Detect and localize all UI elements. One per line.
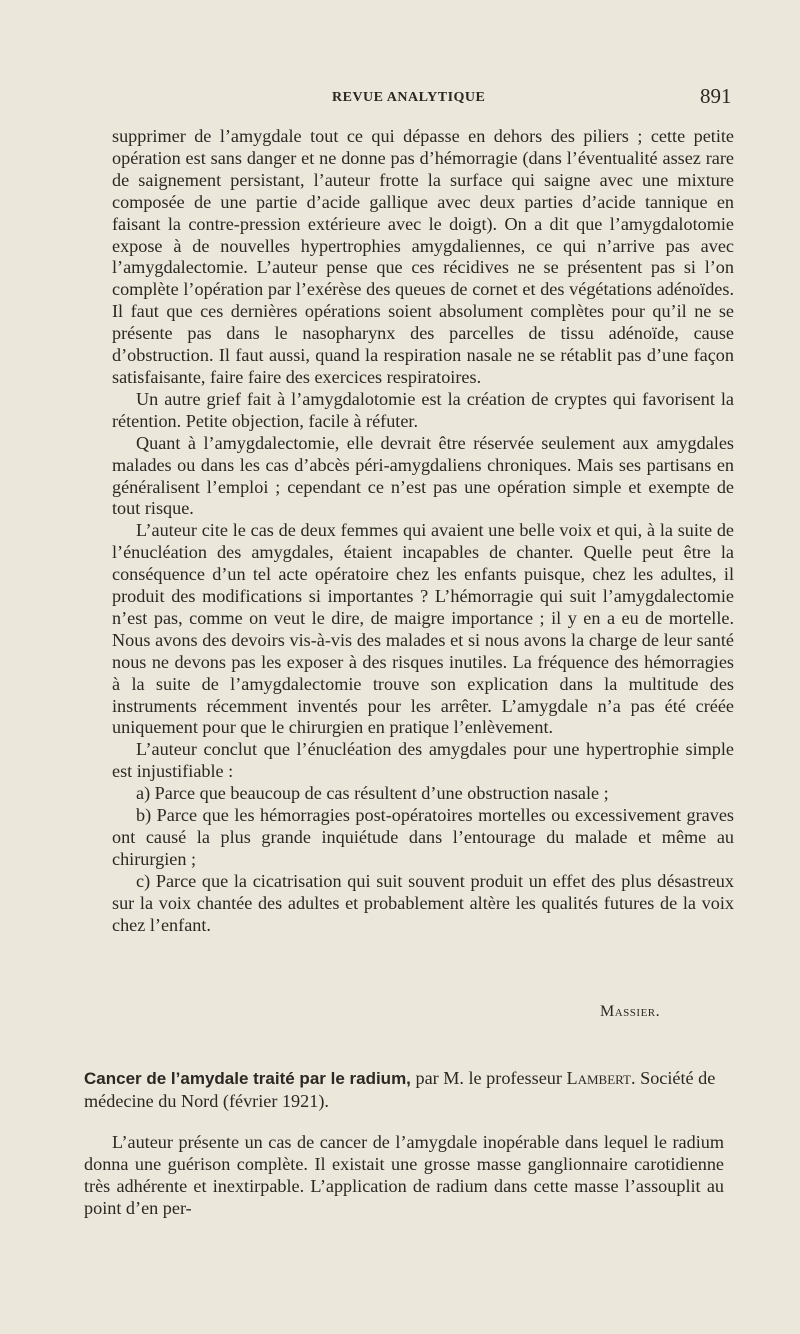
article-title: Cancer de l’amydale traité par le radium, — [84, 1069, 411, 1088]
running-title: REVUE ANALYTIQUE — [332, 90, 486, 105]
article-paragraph: L’auteur présente un cas de cancer de l’amygdale inopérable dans lequel le radium donna une guérison complète. Il existait une grosse masse ganglionnaire carotidienne très adhérente et inextirpable. L’application de radium dans cette masse l’assouplit au point d’en per- — [84, 1132, 724, 1218]
author-signature: Massier. — [600, 1003, 661, 1020]
article-source: . Société de médecine du Nord (février 1921). — [84, 1068, 716, 1111]
review-paragraph: L’auteur cite le cas de deux femmes qui avaient une belle voix et qui, à la suite de l’énucléation des amygdales, étaient incapables de chanter. Quelle peut être la conséquence d’un tel acte opératoire chez les enfants puisque, chez les adultes, il produit des modifications si importantes ? L’hémorragie qui suit l’amygdalectomie n’est pas, comme on veut le dire, de maigre importance ; il y en a eu de mortelle. Nous avons des devoirs vis-à-vis des malades et si nous avons la charge de leur santé nous ne devons pas les exposer à des risques inutiles. La fréquence des hémorragies à la suite de l’amygdalectomie trouve son explication dans la multitude des instruments récemment inventés pour les arrêter. L’amygdale n’a pas été créée uniquement pour que le chirurgien en pratique l’enlèvement. — [112, 520, 734, 738]
review-paragraph: Quant à l’amygdalectomie, elle devrait être réservée seulement aux amygdales malades ou dans les cas d’abcès péri-amygdaliens chroniques. Mais ses partisans en généralisent l’emploi ; cependant ce n’est pas une opération simple et exempte de tout risque. — [112, 432, 734, 519]
article-author: Lambert — [566, 1068, 631, 1088]
list-item: b) Parce que les hémorragies post-opératoires mortelles ou excessivement graves ont causé la plus grande inquiétude dans l’entourage du malade et même au chirurgien ; — [112, 805, 734, 869]
review-paragraph: L’auteur conclut que l’énucléation des amygdales pour une hypertrophie simple est injustifiable : — [112, 739, 734, 782]
review-paragraph: supprimer de l’amygdale tout ce qui dépasse en dehors des piliers ; cette petite opération est sans danger et ne donne pas d’hémorragie (dans l’éventualité assez rare de saignement persistant, l’auteur frotte la surface qui saigne avec une mixture composée de une partie d’acide gallique avec deux parties d’acide tannique en faisant la contre-pression extérieure avec le doigt). On a dit que l’amygdalotomie expose à de nouvelles hypertrophies amygdaliennes, ce qui n’arrive pas avec l’amygdalectomie. L’auteur pense que ces récidives ne se présentent pas si l’on complète l’opération par l’exérèse des queues de cornet et des végétations adénoïdes. Il faut que ces dernières opérations soient absolument complètes pour qu’il ne se présente pas dans le nasopharynx des parcelles de tissu adénoïde, cause d’obstruction. Il faut aussi, quand la respiration nasale ne se rétablit pas d’une façon satisfaisante, faire faire des exercices respiratoires. — [112, 126, 734, 387]
article-body — [84, 1131, 724, 1219]
review-paragraph: Un autre grief fait à l’amygdalotomie est la création de cryptes qui favorisent la rétention. Petite objection, facile à réfuter. — [112, 388, 734, 431]
byline-prefix: par M. le professeur — [410, 1068, 567, 1088]
list-item: c) Parce que la cicatrisation qui suit souvent produit un effet des plus désastreux sur la voix chantée des adultes et probablement altère les qualités futures de la voix chez l’enfant. — [112, 870, 734, 935]
page-header — [0, 86, 800, 110]
article-heading — [84, 1067, 724, 1112]
review-text — [112, 126, 734, 937]
list-item: a) Parce que beaucoup de cas résultent d’une obstruction nasale ; — [136, 783, 609, 804]
page-number: 891 — [700, 84, 732, 108]
